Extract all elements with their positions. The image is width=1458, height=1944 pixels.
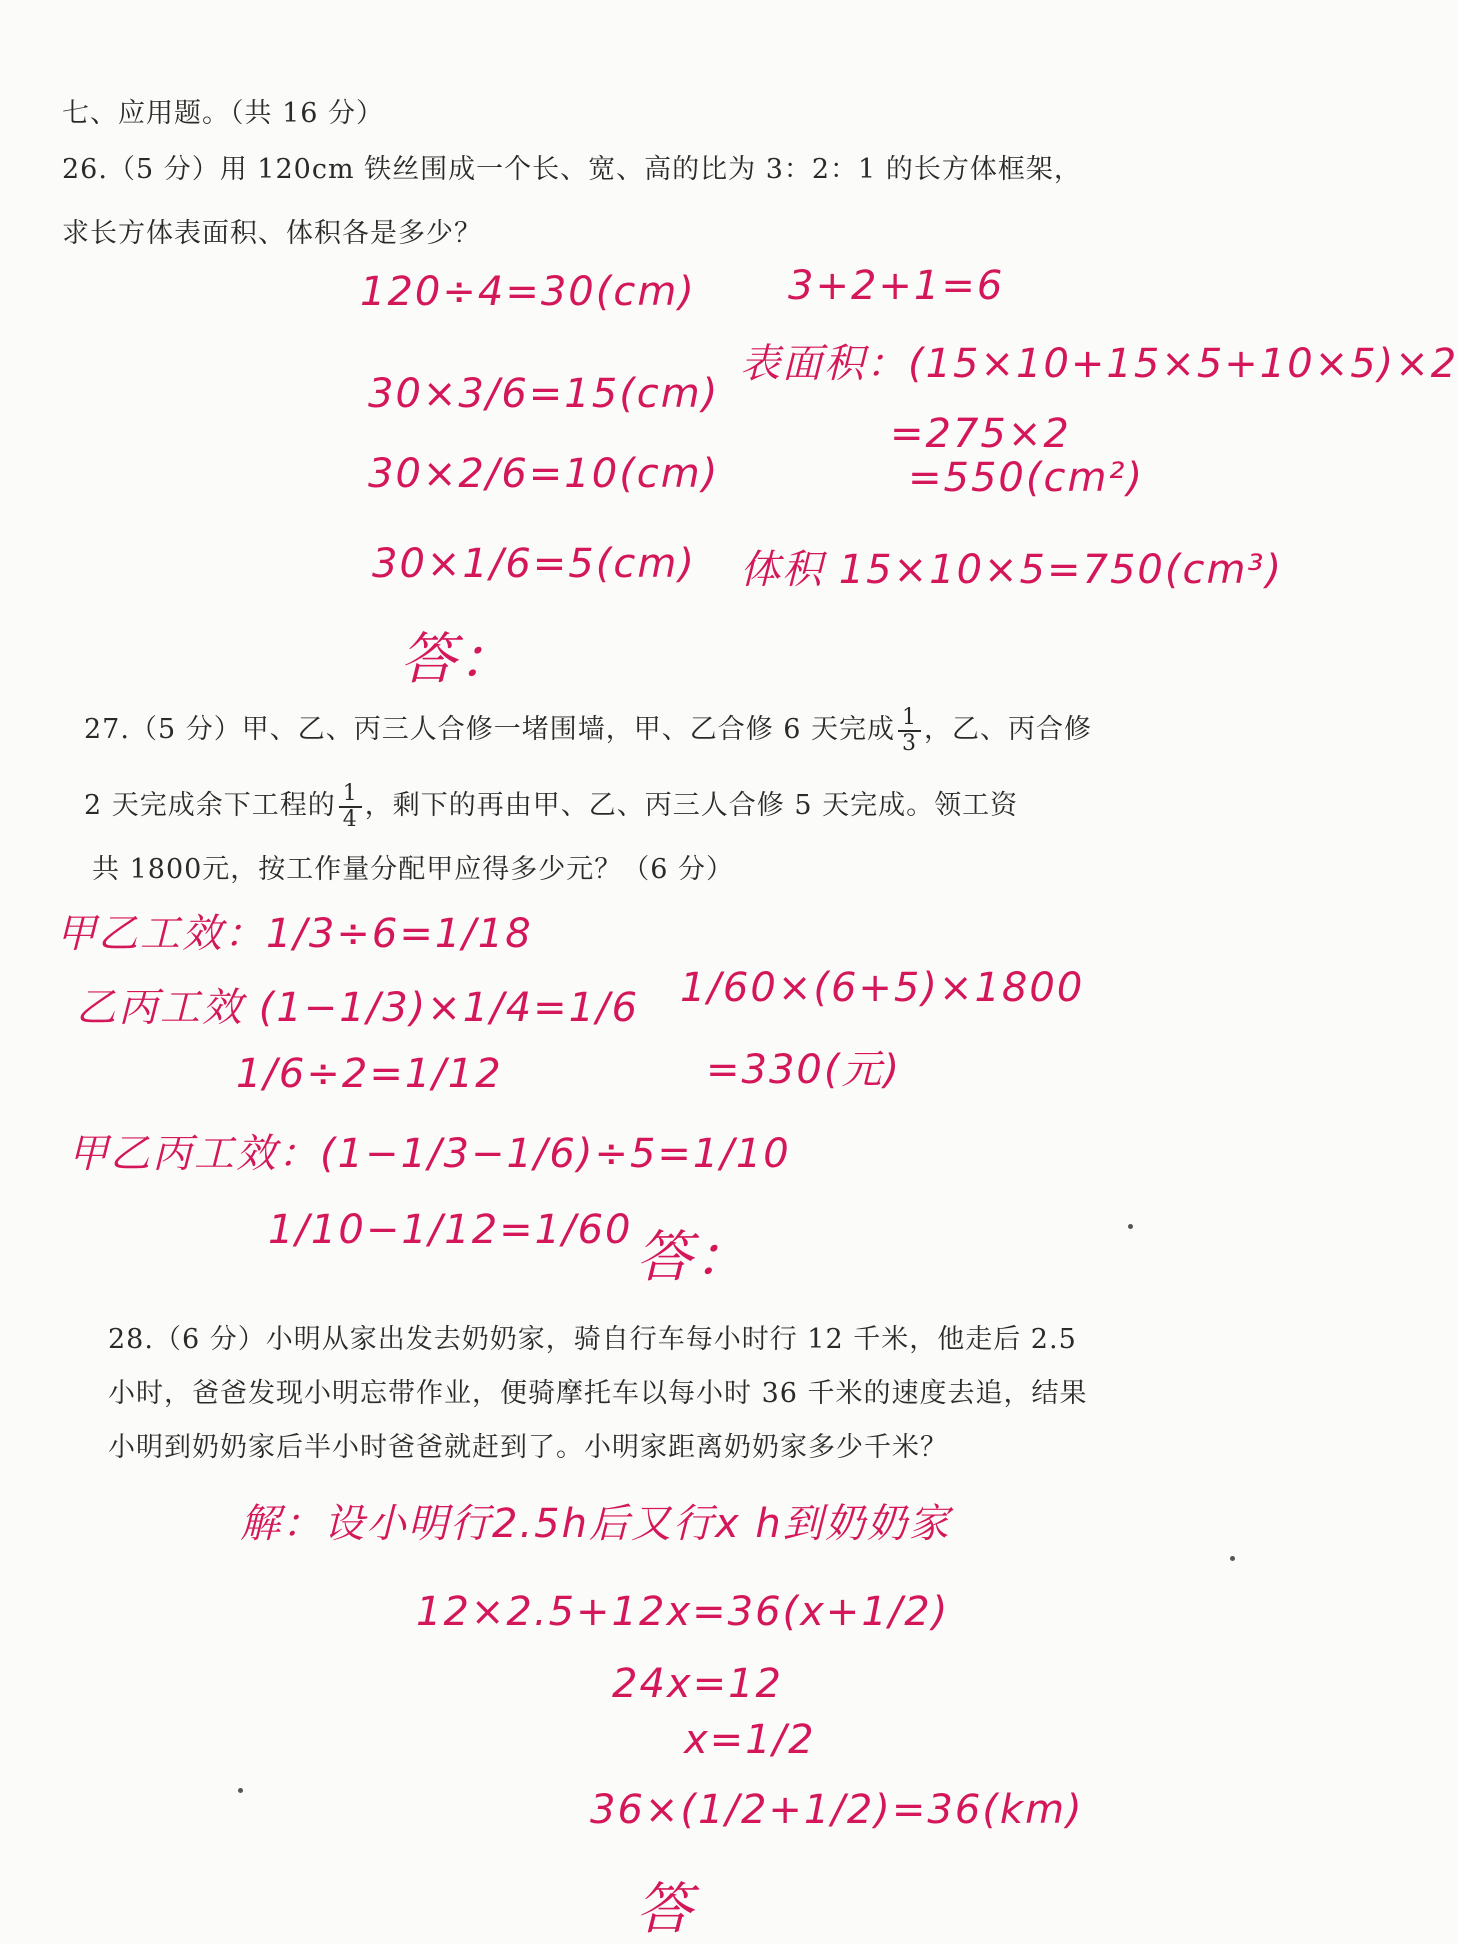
q27-fraction-one-quarter [339,782,362,832]
q26-text-line2: 求长方体表面积、体积各是多少？ [62,218,482,249]
q28-work-step1: 24x=12 [612,1661,783,1707]
scan-speck [1128,1224,1133,1229]
q27-frac2-den: 4 [342,806,358,832]
q27-frac1-den: 3 [902,730,918,756]
q27-line1-a: 27.（5 分）甲、乙、丙三人合修一堵围墙，甲、乙合修 6 天完成 [84,714,896,745]
q27-text-line1 [84,700,1092,760]
q27-frac2-num: 1 [339,782,362,808]
q26-work-step5: 30×1/6=5(cm) [372,541,696,587]
q27-work-pay: 1/60×(6+5)×1800 [680,965,1085,1011]
q26-work-step3: 30×3/6=15(cm) [368,371,720,417]
q27-work-abc-rate: 甲乙丙工效：(1−1/3−1/6)÷5=1/10 [68,1131,791,1177]
q26-work-surface-step1: =275×2 [890,411,1071,457]
q26-work-volume: 体积 15×10×5=750(cm³) [740,547,1284,593]
q26-work-step4: 30×2/6=10(cm) [368,451,720,497]
q28-answer-mark: 答 [636,1877,694,1942]
q27-fraction-one-third [898,706,921,756]
q28-work-equation: 12×2.5+12x=36(x+1/2) [416,1589,950,1635]
q28-text-line3: 小明到奶奶家后半小时爸爸就赶到了。小明家距离奶奶家多少千米？ [108,1432,948,1463]
q27-line2-a: 2 天完成余下工程的 [84,790,336,821]
q28-text-line2: 小时，爸爸发现小明忘带作业，便骑摩托车以每小时 36 千米的速度去追，结果 [108,1378,1088,1409]
q28-text-line1: 28.（6 分）小明从家出发去奶奶家，骑自行车每小时行 12 千米，他走后 2.5 [108,1324,1077,1355]
q26-answer-mark: 答： [400,627,516,692]
q27-work-result: =330(元) [706,1047,902,1093]
scan-speck [238,1788,243,1793]
q26-work-surface-area: 表面积：(15×10+15×5+10×5)×2 [740,341,1458,387]
q27-work-bc-rate: 乙丙工效 (1−1/3)×1/4=1/6 [76,985,640,1031]
q26-work-surface-step2: =550(cm²) [908,455,1145,501]
q26-text-line1: 26.（5 分）用 120cm 铁丝围成一个长、宽、高的比为 3：2：1 的长方体框架， [62,154,1082,185]
q27-work-bc-step: 1/6÷2=1/12 [236,1051,503,1097]
q27-answer-mark: 答： [636,1225,752,1290]
q27-work-ab-rate: 甲乙工效：1/3÷6=1/18 [56,911,533,957]
scan-speck [1230,1556,1235,1561]
q27-text-line2 [84,776,1018,836]
q27-line2-b: ，剩下的再由甲、乙、丙三人合修 5 天完成。领工资 [364,790,1019,821]
q26-work-step1: 120÷4=30(cm) [360,269,696,315]
q26-work-step2: 3+2+1=6 [788,263,1005,309]
section-title: 七、应用题。（共 16 分） [62,98,385,129]
q28-work-distance: 36×(1/2+1/2)=36(km) [590,1787,1084,1833]
q28-work-setup: 解：设小明行2.5h后又行x h到奶奶家 [240,1501,951,1547]
q28-work-step2: x=1/2 [684,1717,816,1763]
q27-work-a-rate: 1/10−1/12=1/60 [268,1207,633,1253]
q27-line1-b: ，乙、丙合修 [924,714,1093,745]
q27-text-line3: 共 1800元，按工作量分配甲应得多少元？（6 分） [92,854,735,885]
q27-frac1-num: 1 [898,706,921,732]
